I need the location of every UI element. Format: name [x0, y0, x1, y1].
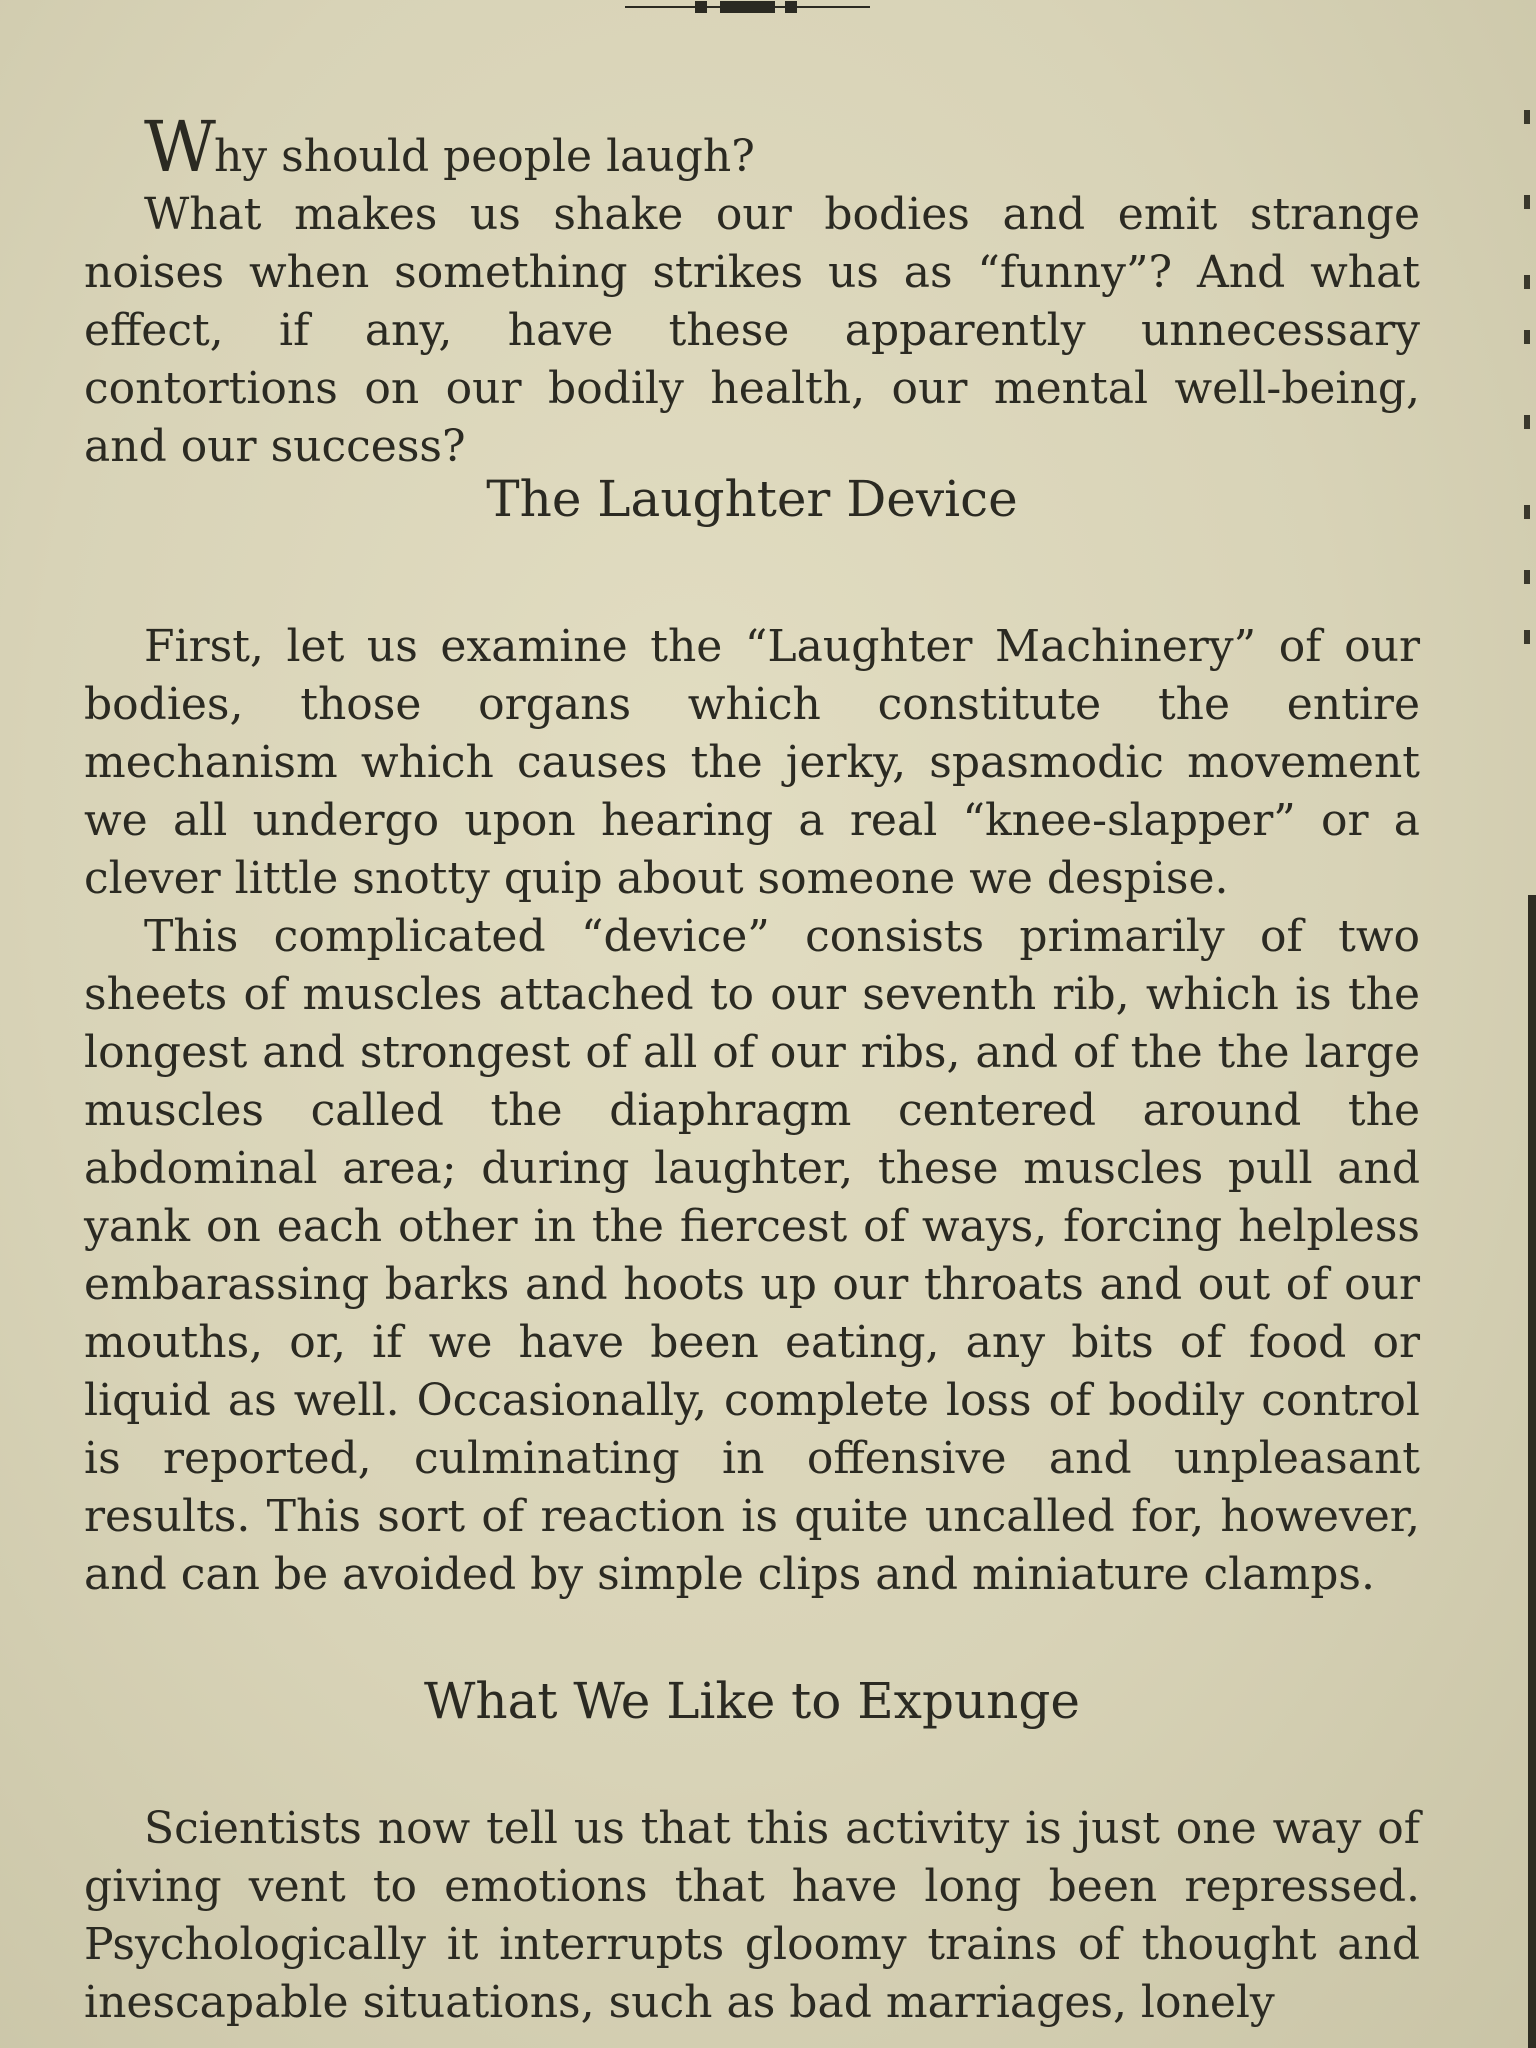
intro-question: hy should people laugh? [213, 131, 755, 182]
page-edge-mark [1524, 330, 1530, 344]
paragraph: First, let us examine the “Laughter Machinery” of our bodies, those organs which constitute the entire mechanism which causes the jerky, spasmodic movement we all undergo upon hearing a real “knee-slapper” or a clever little snotty quip about someone we despise. [84, 621, 1420, 904]
drop-cap: W [144, 106, 214, 188]
ornament-knot [695, 1, 707, 13]
page-edge-mark [1524, 570, 1530, 584]
page-edge-mark [1524, 630, 1530, 644]
ornament-knot [720, 1, 775, 13]
page-edge-mark [1524, 415, 1530, 429]
paragraph: Scientists now tell us that this activity is just one way of giving vent to emotions that have long been repressed. Psychologically it interrupts gloomy trains of thought and inescapable situations, such as bad marriages, lonely [84, 1803, 1420, 2028]
page-edge-mark [1524, 195, 1530, 209]
section-heading-laughter-device: The Laughter Device [486, 470, 1018, 528]
section-heading-expunge: What We Like to Expunge [424, 1672, 1080, 1730]
section-expunge-body [84, 1800, 1420, 2032]
paragraph: This complicated “device” consists primarily of two sheets of muscles attached to our seventh rib, which is the longest and strongest of all of our ribs, and of the the large muscles called the diaphragm centered around the abdominal area; during laughter, these muscles pull and yank on each other in the fiercest of ways, forcing helpless embarassing barks and hoots up our throats and out of our mouths, or, if we have been eating, any bits of food or liquid as well. Occasionally, complete loss of bodily control is reported, culminating in offensive and unpleasant results. This sort of reaction is quite uncalled for, however, and can be avoided by simple clips and miniature clamps. [84, 911, 1420, 1600]
intro-paragraph: What makes us shake our bodies and emit strange noises when something strikes us as “funny”? And what effect, if any, have these apparently unnecessary contortions on our bodily health, our mental well-being, and our success? [84, 189, 1420, 472]
intro-block [84, 106, 1420, 476]
section-laughter-device-body [84, 618, 1420, 1604]
ornament-knot [785, 1, 797, 13]
page-edge-mark [1524, 275, 1530, 289]
page-edge-shadow [1528, 895, 1536, 2048]
page-edge-mark [1524, 505, 1530, 519]
intro-first-line [84, 106, 1420, 188]
page-edge-mark [1524, 110, 1530, 124]
top-ornament [625, 0, 870, 16]
